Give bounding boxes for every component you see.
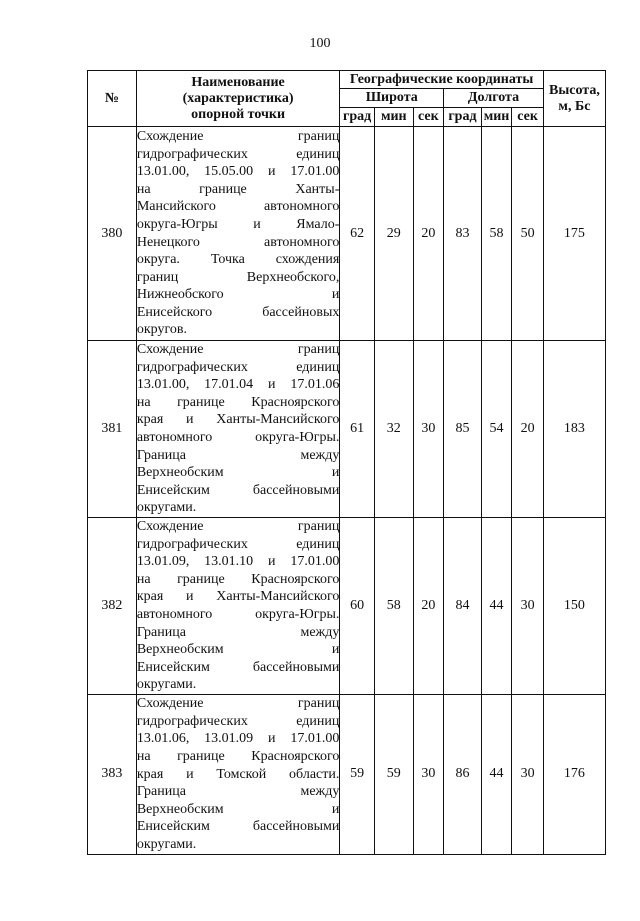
description-line: 13.01.09, 13.01.10 и 17.01.00 [136, 554, 340, 570]
description-line: на границе Красноярского [136, 394, 340, 410]
description-line: 13.01.06, 13.01.09 и 17.01.00 [136, 731, 340, 747]
table-header [88, 71, 606, 127]
description-line: края и Ханты-Мансийского [136, 412, 340, 428]
point-height: 183 [543, 341, 605, 518]
description-line: Граница между [136, 624, 340, 640]
header-lon-sec: сек [512, 108, 544, 127]
description-line: округами. [136, 500, 197, 516]
table-row [88, 517, 606, 694]
header-name-line: (характеристика) [182, 90, 294, 106]
description-line: Граница между [136, 447, 340, 463]
description-line: на границе Ханты- [136, 181, 340, 197]
point-number: 383 [88, 694, 137, 854]
point-description [136, 127, 340, 341]
description-line: 13.01.00, 17.01.04 и 17.01.06 [136, 377, 340, 393]
description-line: 13.01.00, 15.05.00 и 17.01.00 [136, 164, 340, 180]
longitude-minutes: 44 [481, 517, 512, 694]
header-geo-coordinates: Географические координаты [340, 71, 543, 89]
header-height-line: Высота, [548, 82, 600, 98]
description-line: Схождение границ [136, 696, 340, 712]
point-number: 380 [88, 127, 137, 341]
reference-points-table [87, 70, 606, 855]
latitude-degrees: 60 [340, 517, 375, 694]
description-line: Верхнеобским и [136, 642, 340, 658]
latitude-minutes: 32 [374, 341, 413, 518]
description-line: края и Ханты-Мансийского [136, 589, 340, 605]
longitude-seconds: 30 [512, 694, 544, 854]
header-lat-min: мин [374, 108, 413, 127]
description-line: на границе Красноярского [136, 571, 340, 587]
latitude-seconds: 20 [413, 517, 444, 694]
description-line: края и Томской области. [136, 766, 340, 782]
description-line: Верхнеобским и [136, 801, 340, 817]
longitude-seconds: 20 [512, 341, 544, 518]
header-longitude: Долгота [444, 89, 544, 108]
longitude-degrees: 84 [444, 517, 482, 694]
longitude-minutes: 44 [481, 694, 512, 854]
longitude-degrees: 85 [444, 341, 482, 518]
point-height: 150 [543, 517, 605, 694]
point-description [136, 341, 340, 518]
latitude-seconds: 30 [413, 694, 444, 854]
table-row [88, 341, 606, 518]
description-line: Верхнеобским и [136, 465, 340, 481]
point-description [136, 694, 340, 854]
description-line: на границе Красноярского [136, 748, 340, 764]
description-line: Енисейского бассейновых [136, 304, 340, 320]
header-latitude: Широта [340, 89, 444, 108]
description-line: гидрографических единиц [136, 713, 340, 729]
header-height [543, 71, 605, 127]
point-height: 175 [543, 127, 605, 341]
description-line: границ Верхнеобского, [136, 269, 340, 285]
header-name-line: Наименование [191, 74, 285, 90]
description-line: Енисейским бассейновыми [136, 659, 340, 675]
description-line: Енисейским бассейновыми [136, 482, 340, 498]
description-line: Мансийского автономного [136, 199, 340, 215]
description-line: автономного округа-Югры. [136, 429, 340, 445]
description-line: округами. [136, 836, 197, 852]
point-description [136, 517, 340, 694]
longitude-minutes: 54 [481, 341, 512, 518]
table-row [88, 127, 606, 341]
point-number: 381 [88, 341, 137, 518]
header-lon-min: мин [481, 108, 512, 127]
description-line: Схождение границ [136, 342, 340, 357]
header-number: № [88, 71, 137, 127]
header-height-line: м, Бс [558, 98, 591, 114]
table-row [88, 694, 606, 854]
latitude-minutes: 58 [374, 517, 413, 694]
description-line: гидрографических единиц [136, 359, 340, 375]
description-line: Схождение границ [136, 128, 340, 144]
page-number: 100 [309, 36, 331, 51]
longitude-seconds: 30 [512, 517, 544, 694]
description-line: гидрографических единиц [136, 536, 340, 552]
point-number: 382 [88, 517, 137, 694]
latitude-minutes: 59 [374, 694, 413, 854]
header-name-line: опорной точки [191, 106, 286, 122]
description-line: округа. Точка схождения [136, 252, 340, 268]
header-lat-deg: град [340, 108, 375, 127]
description-line: округами. [136, 677, 197, 693]
description-line: Схождение границ [136, 518, 340, 534]
longitude-degrees: 83 [444, 127, 482, 341]
latitude-degrees: 59 [340, 694, 375, 854]
longitude-degrees: 86 [444, 694, 482, 854]
latitude-minutes: 29 [374, 127, 413, 341]
header-lon-deg: град [444, 108, 482, 127]
header-lat-sec: сек [413, 108, 444, 127]
description-line: Ненецкого автономного [136, 234, 340, 250]
description-line: автономного округа-Югры. [136, 606, 340, 622]
description-line: округа-Югры и Ямало- [136, 216, 340, 232]
description-line: Нижнеобского и [136, 287, 340, 303]
description-line: Енисейским бассейновыми [136, 819, 340, 835]
latitude-seconds: 20 [413, 127, 444, 341]
latitude-degrees: 62 [340, 127, 375, 341]
longitude-seconds: 50 [512, 127, 544, 341]
longitude-minutes: 58 [481, 127, 512, 341]
latitude-seconds: 30 [413, 341, 444, 518]
latitude-degrees: 61 [340, 341, 375, 518]
description-line: округов. [136, 322, 187, 338]
table-body [88, 127, 606, 855]
header-name [136, 71, 340, 127]
description-line: гидрографических единиц [136, 146, 340, 162]
description-line: Граница между [136, 784, 340, 800]
point-height: 176 [543, 694, 605, 854]
